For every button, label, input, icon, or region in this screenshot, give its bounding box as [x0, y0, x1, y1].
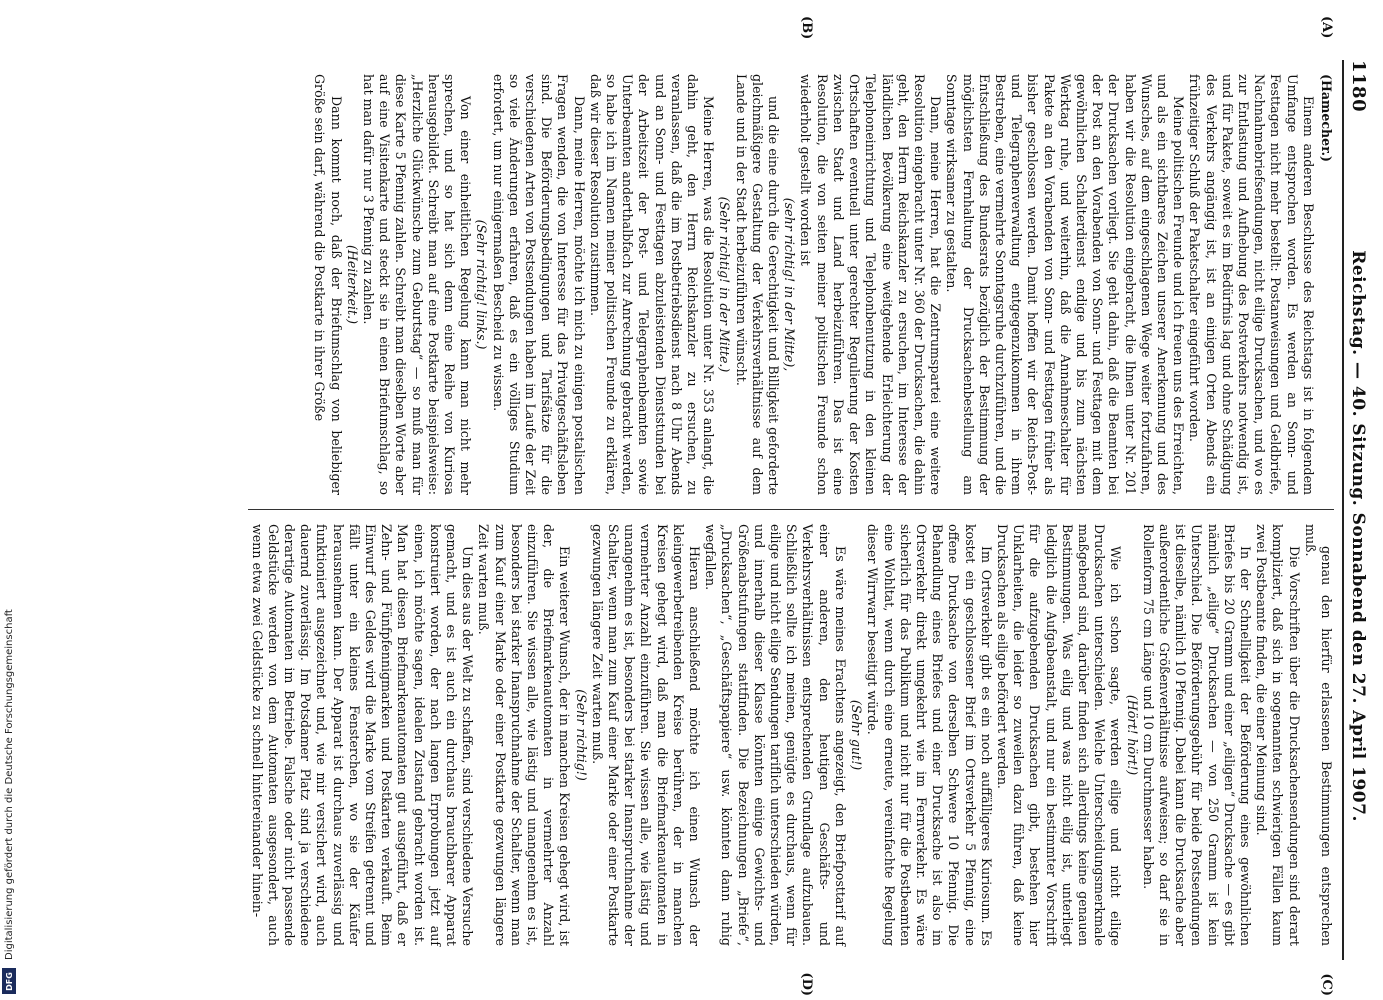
- dfg-logo: [2, 968, 16, 994]
- paragraph: genau den hierfür erlassenen Bestimmungen entsprechen muß.: [1302, 524, 1334, 946]
- paragraph: Es wäre meines Erachtens angezeigt, den Briefposttarif auf einer anderen, den heutigen Geschäfts- und Verkehrsverhältnissen entsprechenden Grundlage aufzubauen. Schließlich sollte ich meinen, genügte es durchaus, wenn für eilige und nicht eilige Sendungen tariflich unterschieden würden, und innerhalb dieser Klasse könnten einige Gewichts- und Größenabstufungen stattfinden. Die Bezeichnungen „Briefe“, „Drucksachen“, „Geschäftspapiere“ usw. könnten dann ruhig wegfallen.: [703, 524, 848, 946]
- page-title: Reichstag. — 40. Sitzung. Sonnabend den 27. April 1907.: [1348, 250, 1368, 822]
- paragraph: Dann, meine Herren, hat die Zentrumspartei eine weitere Resolution eingebracht unter Nr. 360 der Drucksachen, die dahin geht, den Herrn Reichskanzler zu ersuchen, im Interesse der ländlichen Bevölkerung eine weitgehende Erleichterung der Telephoneinrichtung und Telephonbenutzung in den kleinen Ortschaften eventuell unter gerechter Regulierung der Kosten zwischen Stadt und Land herbeizuführen. Das ist eine Resolution, die von seiten meiner politischen Freunde schon wiederholt gestellt worden ist: [798, 74, 944, 495]
- interjection: (Sehr richtig! in der Mitte.): [717, 196, 733, 373]
- digitization-credit: Digitalisierung gefördert durch die Deutsche Forschungsgemeinschaft: [4, 609, 15, 960]
- interjection: (Sehr richtig!): [573, 689, 589, 781]
- interjection: (Heiterkeit.): [344, 245, 360, 324]
- paragraph: Meine politischen Freunde und ich freuen uns des Erreichten, und als ein sichtbares Zeichen unserer Anerkennung und des Wunsches, auf dem eingeschlagenen Wege weiter fortzufahren, haben wir die Resolution eingebracht, die Ihnen unter Nr. 201 der Drucksachen vorliegt. Sie geht dahin, daß die Beamten bei der Post an den Vorabenden von Sonn- und Festtagen mit dem gewöhnlichen Schalterdienst endige und bis zum nächsten Werktag ruhe, und weiterhin, daß die Annahmeschalter für Pakete an den Vorabenden von Sonn- und Festtagen früher als bisher geschlossen werden. Damit hoffen wir der Reichs-Post- und Telegraphenverwaltung entgegenzukommen in ihrem Bestreben, eine vermehrte Sonntagsruhe durchzuführen, und die Entschließung des Bundesrats bezüglich der Bestimmung der möglichsten Fernhaltung der Drucksachenbestellung am Sonntage wirksamer zu gestalten.: [944, 74, 1187, 495]
- interjection: (sehr richtig! in der Mitte),: [782, 197, 798, 372]
- paragraph: Dann kommt noch, daß der Briefumschlag von beliebiger Größe sein darf, während die Postkarte in ihrer Größe: [312, 74, 344, 495]
- paragraph: Wie ich schon sagte, werden eilige und nicht eilige Drucksachen unterschieden. Welche Unterscheidungsmerkmale maßgebend sind, darüber finden sich allerdings keine genauen Bestimmungen. Was eilig und was nicht eilig ist, unterliegt lediglich die Aufgabeanstalt, und nur ein bestimmter Vorschrift für die aufzugebenden Drucksachen gibt, bestehen hier Unklarheiten, die leider so zuweilen dazu führen, daß keine Drucksachen als eilige befördert werden.: [994, 524, 1124, 946]
- paragraph: In der Schnelligkeit der Beförderung eines gewöhnlichen Briefes bis 20 Gramm und einer „eiligen“ Drucksache — es gibt nämlich „eilige“ Drucksachen — von 250 Gramm ist kein Unterschied. Die Beförderungsgebühr für beide Postsendungen ist dieselbe, nämlich 10 Pfennig. Dabei kann die Drucksache aber außerordentliche Größenverhältnisse aufweisen; so darf sie in Rollenform 75 cm Länge und 10 cm Durchmesser haben.: [1140, 524, 1253, 946]
- paragraph: Um dies aus der Welt zu schaffen, sind verschiedene Versuche gemacht, und es ist auch ein durchaus brauchbarer Apparat konstruiert worden, der nach langen Erprobungen jetzt auf einen, ich möchte sagen, idealen Zustand gebracht worden ist. Man hat diesen Briefmarkenautomaten gut ausgeführt, daß er Zehn- und Fünfpfennigmarken und Postkarten verkauft. Beim Einwurf des Geldes wird die Marke vom Streifen getrennt und fällt unter ein kleines Fensterchen, wo sie der Käufer herausnehmen kann. Der Apparat ist durchaus zuverlässig und funktioniert ausgezeichnet und, wie mir versichert wird, auch dauernd zuverlässig. Im Potsdamer Platz sind ja verschiedene derartige Automaten im Betriebe. Falsche oder nicht passende Geldstücke werden von dem Automaten ausgesondert, auch wenn etwa zwei Geldstücke zu schnell hintereinander hinein-: [249, 524, 476, 946]
- interjection: (Sehr richtig! links.): [474, 219, 490, 350]
- paragraph: Meine Herren, was die Resolution unter Nr. 353 anlangt, die dahin geht, den Herrn Reichskanzler zu ersuchen, zu veranlassen, daß die im Postbetriebsdienst nach 8 Uhr Abends und an Sonn- und Festtagen abzuleistenden Dienststunden bei der Arbeitszeit der Post- und Telegraphenbeamten sowie Unterbeamten anderthalbfach zur Anrechnung gebracht werden, so habe ich im Namen meiner politischen Freunde zu erklären, daß wir dieser Resolution zustimmen.: [587, 74, 717, 495]
- margin-marker-c: (C): [1319, 973, 1334, 996]
- speaker-name: (Hamecher.): [1319, 74, 1334, 163]
- left-column: [248, 60, 1334, 510]
- margin-marker-d: (D): [799, 972, 814, 996]
- text-columns: [248, 16, 1334, 996]
- paragraph: Dann, meine Herren, möchte ich mich zu einigen postalischen Fragen wenden, die von Interesse für das Privatgeschäftsleben sind. Die Beförderungsbedingungen und Tarifsätze für die verschiedenen Arten von Postsendungen haben im Laufe der Zeit so viele Änderungen erfahren, daß es ein völliges Studium erfordert, um nur einigermaßen Bescheid zu wissen.: [490, 74, 587, 495]
- margin-marker-a: (A): [1319, 16, 1334, 39]
- interjection: (Sehr gut!): [849, 699, 865, 771]
- document-page: [83, 0, 1383, 1000]
- paragraph: und die eine durch die Gerechtigkeit und Billigkeit geforderte gleichmäßigere Gestaltung der Verkehrsverhältnisse auf dem Lande und in der Stadt herbeizuführen wünscht.: [733, 74, 782, 495]
- right-column: [248, 510, 1334, 960]
- paragraph: Im Ortsverkehr gibt es ein noch auffälligeres Kuriosum. Es kostet ein geschlossener Brief im Ortsverkehr 5 Pfennig, eine offene Drucksache von derselben Schwere 10 Pfennig. Die Behandlung eines Briefes und einer Drucksache ist also im Ortsverkehr direkt umgekehrt wie im Fernverkehr. Es wäre sicherlich für das Publikum und nicht nur für die Postbeamten eine Wohltat, wenn durch eine erneute, vereinfachte Regelung dieser Wirrwarr beseitigt würde.: [865, 524, 994, 946]
- paragraph: Von einer einheitlichen Regelung kann man nicht mehr sprechen, und so hat sich denn eine Reihe von Kuriosa herausgebildet. Schreibt man auf eine Postkarte beispielsweise: „Herzliche Glückwünsche zum Geburtstag“ — so muß man für diese Karte 5 Pfennig zahlen. Schreibt man dieselben Worte aber auf eine Visitenkarte und steckt sie in einen Briefumschlag, so hat man dafür nur 3 Pfennig zu zahlen.: [361, 74, 474, 495]
- dfg-logo-text: DFG: [4, 971, 14, 991]
- margin-marker-b: (B): [799, 16, 814, 40]
- page-number: 1180: [1348, 60, 1369, 113]
- paragraph: Einem anderen Beschlusse des Reichstags ist in folgendem Umfange entsprochen worden. Es werden an Sonn- und Festtagen nicht mehr bestellt: Postanweisungen und Geldbriefe, Nachnahmebriefsendungen, nicht eilige Drucksachen, und wo es zur Entlastung und Aufhebung des Postverkehrs notwendig ist, und für Pakete, soweit es im Bedürfnis lag und ohne Schädigung des Verkehrs angängig ist, ist an einigen Orten Abends ein frühzeitiger Schluß der Paketschalter eingeführt worden.: [1187, 74, 1316, 495]
- interjection: (Hört! hört!): [1124, 694, 1140, 776]
- page-header: [1342, 60, 1369, 960]
- paragraph: Ein weiterer Wunsch, der in manchen Kreisen gehegt wird, ist der, die Briefmarkenautomaten in vermehrter Anzahl einzuführen. Sie wissen alle, wie lästig und unangenehm es ist, besonders bei starker Inanspruchnahme der Schalter, wenn man zum Kauf einer Marke oder einer Postkarte gezwungen längere Zeit warten muß.: [476, 524, 573, 946]
- paragraph: Die Vorschriften über die Drucksachensendungen sind derart kompliziert, daß sich in sogenannten schwierigen Fällen kaum zwei Postbeamte finden, die einer Meinung sind.: [1254, 524, 1302, 946]
- paragraph: Hieran anschließend möchte ich einen Wunsch der kleingewerbetreibenden Kreise berühren, der in manchen Kreisen gehegt wird, daß man die Briefmarkenautomaten in vermehrter Anzahl einzuführen. Sie wissen alle, wie lästig und unangenehm es ist, besonders bei starker Inanspruchnahme der Schalter, wenn man zum Kauf einer Marke oder einer Postkarte gezwungen längere Zeit warten muß.: [589, 524, 703, 946]
